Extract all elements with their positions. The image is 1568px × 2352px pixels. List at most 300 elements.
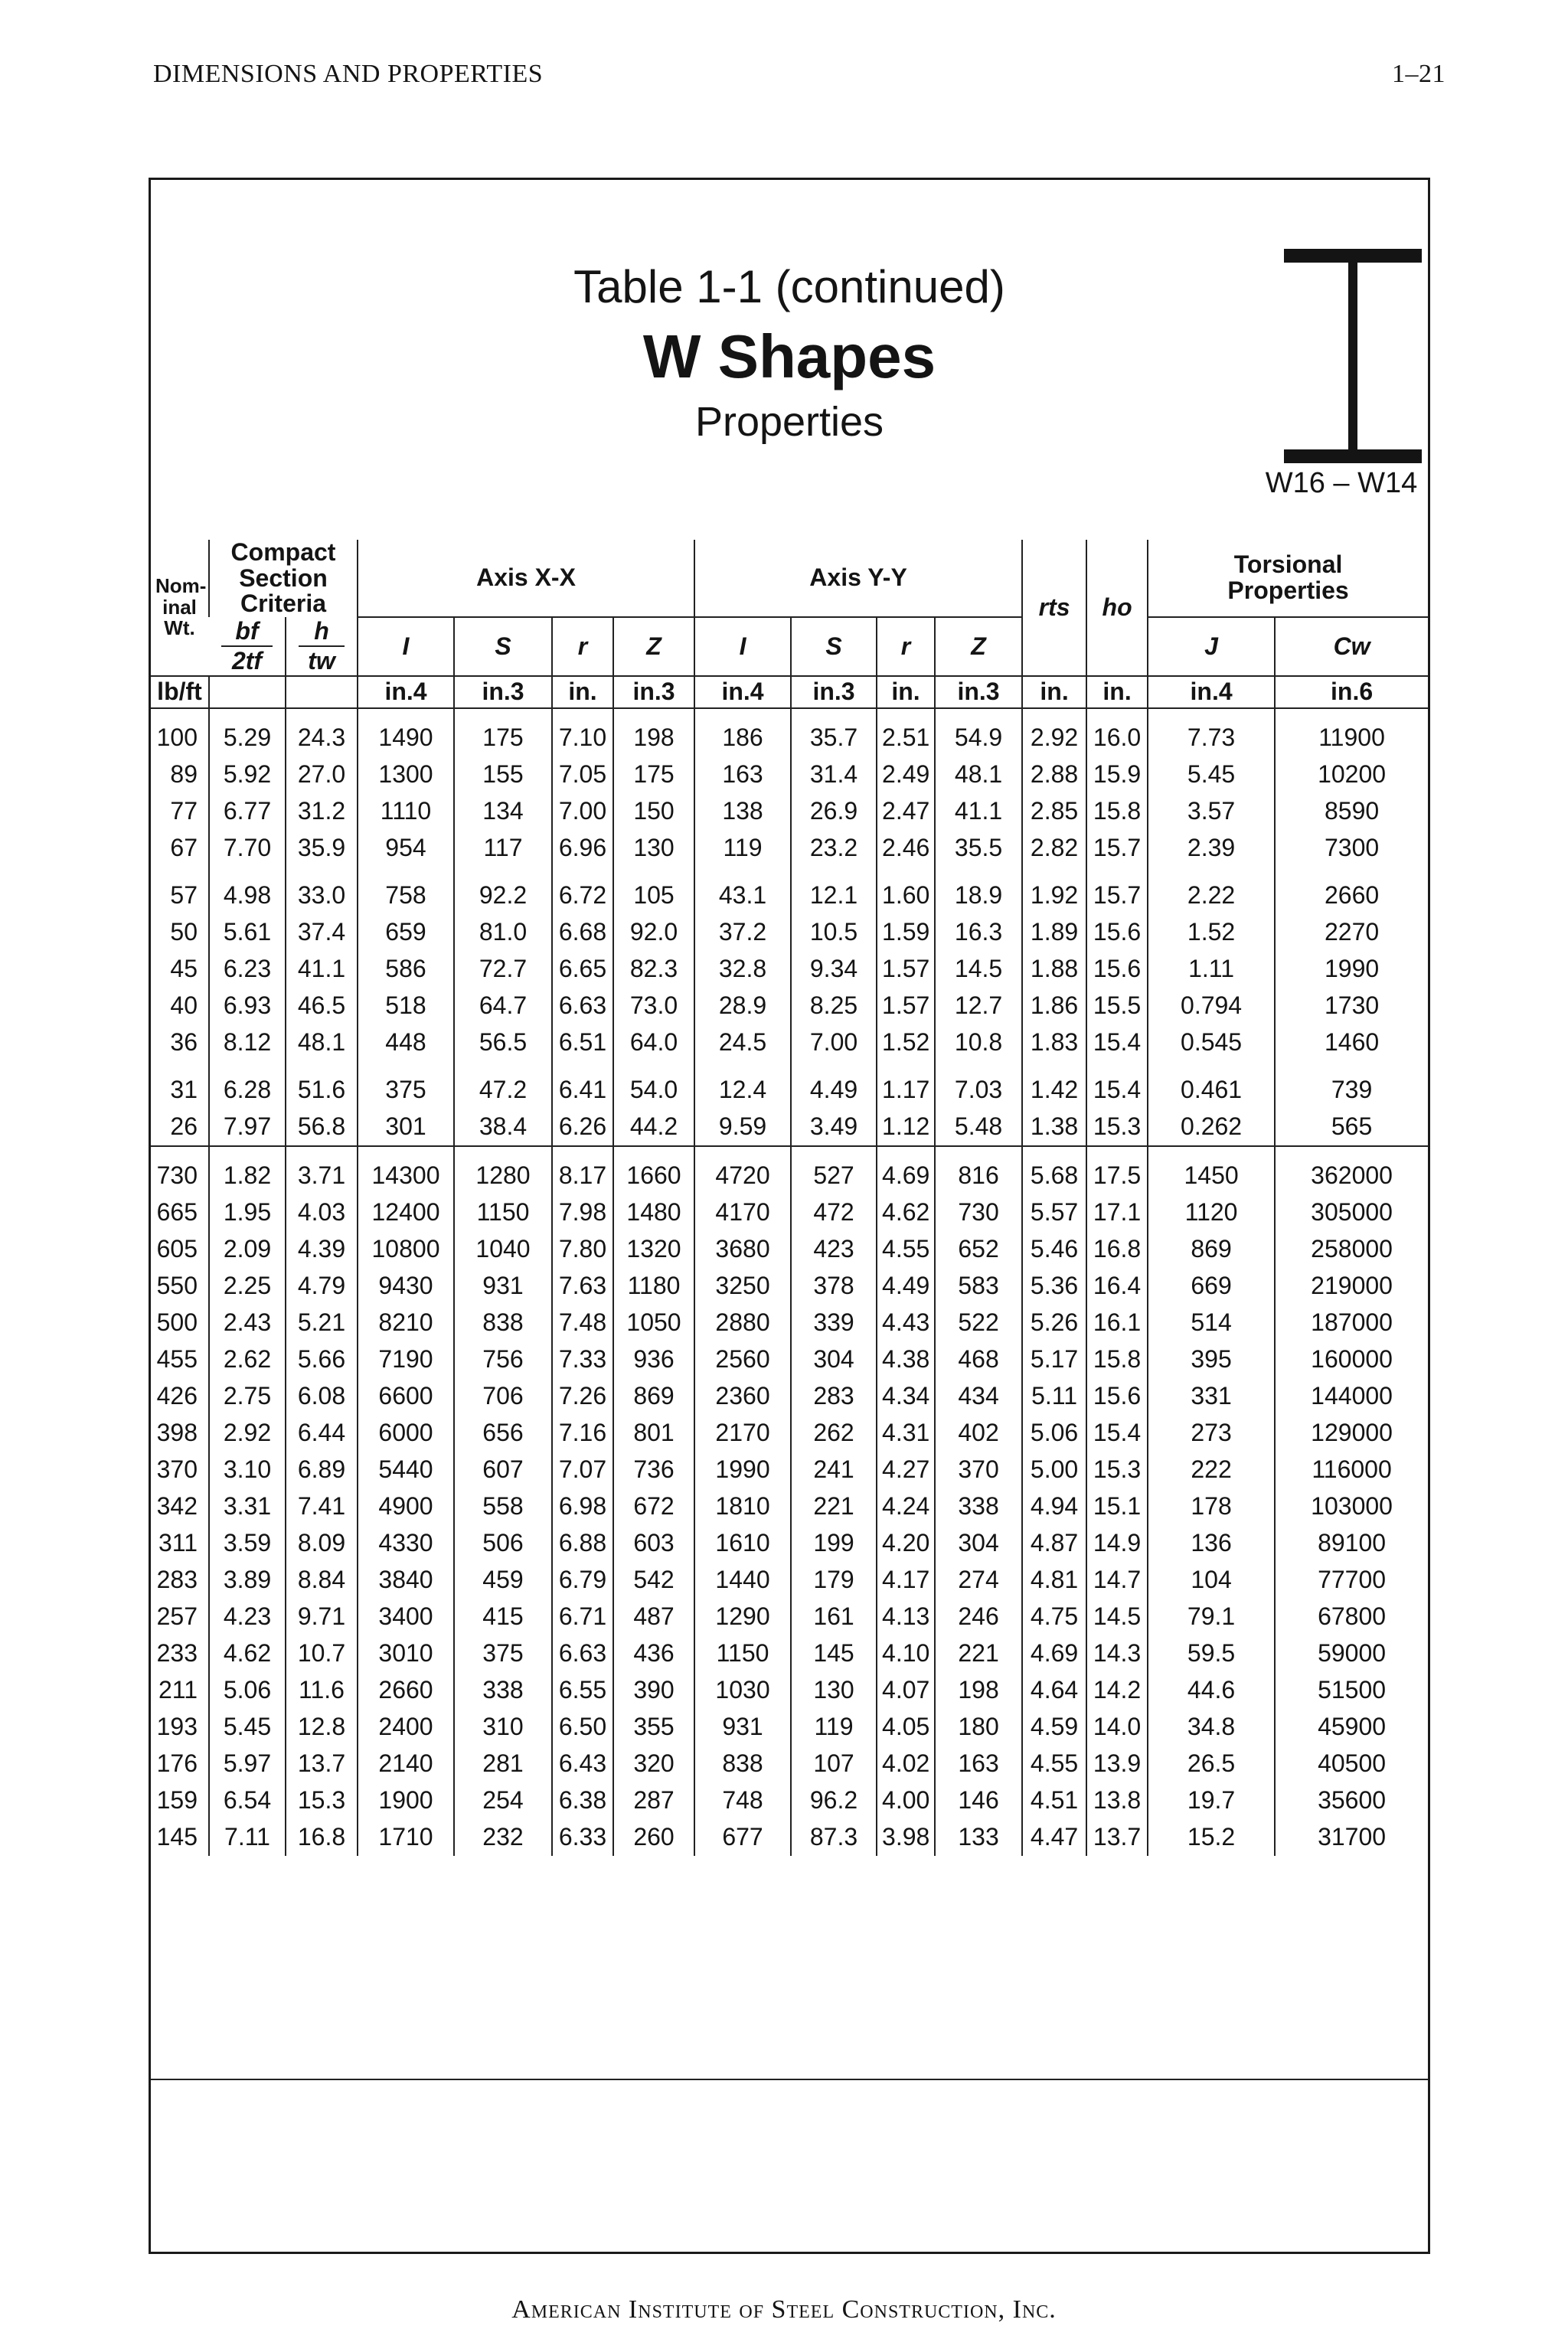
- table-cell: 5.97: [209, 1746, 286, 1782]
- table-cell: 5.36: [1022, 1268, 1086, 1305]
- table-cell: 6.33: [552, 1819, 613, 1856]
- nominal-weight-cell: 67: [170, 834, 198, 862]
- table-cell: 5.57: [1022, 1194, 1086, 1231]
- table-cell: 7.33: [552, 1341, 613, 1378]
- unit-cell: [209, 676, 286, 708]
- table-cell: 44.6: [1148, 1672, 1275, 1709]
- table-cell: 15.8: [1086, 1341, 1148, 1378]
- table-cell: 187000: [1275, 1305, 1428, 1341]
- table-cell: 5.45: [1148, 756, 1275, 793]
- table-cell: 1810: [694, 1488, 791, 1525]
- nominal-weight-cell: 89: [170, 760, 198, 789]
- table-cell: 1610: [694, 1525, 791, 1562]
- table-cell: 7.73: [1148, 708, 1275, 756]
- nominal-weight-cell: 605: [156, 1235, 198, 1263]
- table-cell: 2360: [694, 1378, 791, 1415]
- table-cell: 4.55: [1022, 1746, 1086, 1782]
- table-cell: 14.9: [1086, 1525, 1148, 1562]
- table-cell: 117: [454, 830, 552, 867]
- unit-cell: in.4: [694, 676, 791, 708]
- table-cell: 199: [791, 1525, 877, 1562]
- table-cell: 1.17: [877, 1061, 935, 1109]
- table-cell: 7.97: [209, 1109, 286, 1146]
- table-cell: 4.43: [877, 1305, 935, 1341]
- table-cell: 136: [1148, 1525, 1275, 1562]
- table-cell: 7190: [358, 1341, 454, 1378]
- header-zy: Z: [935, 617, 1022, 676]
- table-cell: 13.7: [286, 1746, 358, 1782]
- table-cell: 1110: [358, 793, 454, 830]
- table-cell: 3.59: [209, 1525, 286, 1562]
- table-cell: 0.461: [1148, 1061, 1275, 1109]
- table-cell: 4.38: [877, 1341, 935, 1378]
- table-cell: 5.48: [935, 1109, 1022, 1146]
- table-cell: 134: [454, 793, 552, 830]
- table-cell: 7.00: [791, 1024, 877, 1061]
- table-cell: 9.71: [286, 1599, 358, 1635]
- table-cell: 1.89: [1022, 914, 1086, 951]
- table-cell: 51.6: [286, 1061, 358, 1109]
- shape-range-label: W16 – W14: [1265, 467, 1418, 499]
- table-cell: 1450: [1148, 1146, 1275, 1194]
- table-cell: 116000: [1275, 1452, 1428, 1488]
- table-cell: 656: [454, 1415, 552, 1452]
- table-cell: 28.9: [694, 988, 791, 1024]
- table-cell: 5.46: [1022, 1231, 1086, 1268]
- table-cell: 4.23: [209, 1599, 286, 1635]
- table-title: W Shapes: [642, 322, 936, 390]
- table-cell: 7.41: [286, 1488, 358, 1525]
- table-cell: 133: [935, 1819, 1022, 1856]
- table-cell: 1.57: [877, 988, 935, 1024]
- table-cell: 4720: [694, 1146, 791, 1194]
- table-cell: 15.7: [1086, 867, 1148, 914]
- table-cell: 4.49: [877, 1268, 935, 1305]
- table-cell: 1150: [694, 1635, 791, 1672]
- table-row: [151, 756, 1428, 793]
- header-axis-yy: Axis Y-Y: [694, 540, 1022, 617]
- table-cell: 14.5: [935, 951, 1022, 988]
- table-cell: 130: [613, 830, 694, 867]
- table-cell: 4.13: [877, 1599, 935, 1635]
- table-row: [151, 1109, 1428, 1146]
- table-cell: 14300: [358, 1146, 454, 1194]
- table-cell: 2400: [358, 1709, 454, 1746]
- table-cell: 92.0: [613, 914, 694, 951]
- row-group: [151, 1146, 1428, 1856]
- table-cell: 35.9: [286, 830, 358, 867]
- table-cell: 7.48: [552, 1305, 613, 1341]
- table-cell: 1050: [613, 1305, 694, 1341]
- nominal-weight-cell: 145: [156, 1823, 198, 1851]
- table-row: [151, 1061, 1428, 1109]
- table-cell: 2.92: [209, 1415, 286, 1452]
- table-cell: 45900: [1275, 1709, 1428, 1746]
- table-cell: 0.545: [1148, 1024, 1275, 1061]
- table-cell: 1.12: [877, 1109, 935, 1146]
- table-cell: 304: [791, 1341, 877, 1378]
- table-cell: 6.63: [552, 1635, 613, 1672]
- table-cell: 375: [358, 1061, 454, 1109]
- table-cell: 19.7: [1148, 1782, 1275, 1819]
- table-cell: 67800: [1275, 1599, 1428, 1635]
- table-cell: 2.75: [209, 1378, 286, 1415]
- table-cell: 736: [613, 1452, 694, 1488]
- table-cell: 730: [935, 1194, 1022, 1231]
- table-cell: 175: [613, 756, 694, 793]
- table-cell: 31.2: [286, 793, 358, 830]
- table-cell: 6.71: [552, 1599, 613, 1635]
- table-cell: 5.29: [209, 708, 286, 756]
- unit-cell: in.6: [1275, 676, 1428, 708]
- table-cell: 2560: [694, 1341, 791, 1378]
- table-cell: 527: [791, 1146, 877, 1194]
- table-cell: 15.4: [1086, 1024, 1148, 1061]
- table-cell: 13.8: [1086, 1782, 1148, 1819]
- table-cell: 1040: [454, 1231, 552, 1268]
- header-h-ratio: h tw: [286, 617, 358, 676]
- table-cell: 48.1: [286, 1024, 358, 1061]
- table-cell: 542: [613, 1562, 694, 1599]
- table-cell: 59000: [1275, 1635, 1428, 1672]
- table-cell: 6.23: [209, 951, 286, 988]
- table-cell: 801: [613, 1415, 694, 1452]
- table-cell: 4.79: [286, 1268, 358, 1305]
- table-row: [151, 914, 1428, 951]
- table-cell: 107: [791, 1746, 877, 1782]
- nominal-weight-cell: 211: [158, 1676, 198, 1704]
- table-cell: 6.68: [552, 914, 613, 951]
- nominal-weight-cell: 283: [156, 1566, 198, 1594]
- table-cell: 1900: [358, 1782, 454, 1819]
- table-cell: 301: [358, 1109, 454, 1146]
- table-cell: 5440: [358, 1452, 454, 1488]
- table-cell: 1.11: [1148, 951, 1275, 988]
- table-cell: 12400: [358, 1194, 454, 1231]
- table-cell: 16.0: [1086, 708, 1148, 756]
- table-cell: 3.57: [1148, 793, 1275, 830]
- unit-cell: in.: [1022, 676, 1086, 708]
- table-cell: 9.34: [791, 951, 877, 988]
- table-cell: 5.45: [209, 1709, 286, 1746]
- table-cell: 3.71: [286, 1146, 358, 1194]
- table-cell: 2.49: [877, 756, 935, 793]
- table-cell: 198: [935, 1672, 1022, 1709]
- table-cell: 144000: [1275, 1378, 1428, 1415]
- nominal-weight-cell: 426: [156, 1382, 198, 1410]
- table-cell: 41.1: [286, 951, 358, 988]
- table-cell: 1.86: [1022, 988, 1086, 1024]
- table-cell: 6.44: [286, 1415, 358, 1452]
- table-cell: 415: [454, 1599, 552, 1635]
- table-cell: 37.4: [286, 914, 358, 951]
- table-cell: 1030: [694, 1672, 791, 1709]
- properties-table: [151, 540, 1428, 1856]
- nominal-weight-cell: 159: [156, 1786, 198, 1815]
- title-block: [151, 180, 1428, 540]
- table-cell: 7.98: [552, 1194, 613, 1231]
- nominal-weight-cell: 193: [156, 1713, 198, 1741]
- table-cell: 14.7: [1086, 1562, 1148, 1599]
- table-cell: 262: [791, 1415, 877, 1452]
- table-cell: 15.4: [1086, 1061, 1148, 1109]
- nominal-weight-cell: 311: [158, 1529, 198, 1557]
- table-cell: 5.06: [1022, 1415, 1086, 1452]
- table-cell: 331: [1148, 1378, 1275, 1415]
- table-cell: 931: [454, 1268, 552, 1305]
- table-cell: 1.60: [877, 867, 935, 914]
- table-cell: 6600: [358, 1378, 454, 1415]
- table-cell: 4.81: [1022, 1562, 1086, 1599]
- table-cell: 603: [613, 1525, 694, 1562]
- table-row: [151, 1415, 1428, 1452]
- publisher-footer: American Institute of Steel Construction, Inc.: [511, 2295, 1057, 2324]
- nominal-weight-cell: 176: [156, 1749, 198, 1778]
- header-rx: r: [552, 617, 613, 676]
- table-cell: 178: [1148, 1488, 1275, 1525]
- table-cell: 72.7: [454, 951, 552, 988]
- table-cell: 56.5: [454, 1024, 552, 1061]
- table-cell: 7.80: [552, 1231, 613, 1268]
- table-cell: 6.63: [552, 988, 613, 1024]
- table-cell: 1280: [454, 1146, 552, 1194]
- table-cell: 31.4: [791, 756, 877, 793]
- row-group: [151, 867, 1428, 1061]
- table-cell: 506: [454, 1525, 552, 1562]
- table-cell: 652: [935, 1231, 1022, 1268]
- table-cell: 6.08: [286, 1378, 358, 1415]
- table-cell: 241: [791, 1452, 877, 1488]
- table-cell: 222: [1148, 1452, 1275, 1488]
- nominal-weight-cell: 26: [170, 1112, 198, 1141]
- table-cell: 5.11: [1022, 1378, 1086, 1415]
- table-row: [151, 1525, 1428, 1562]
- table-cell: 607: [454, 1452, 552, 1488]
- table-cell: 281: [454, 1746, 552, 1782]
- table-cell: 14.2: [1086, 1672, 1148, 1709]
- table-cell: 2.25: [209, 1268, 286, 1305]
- table-cell: 936: [613, 1341, 694, 1378]
- table-row: [151, 951, 1428, 988]
- table-cell: 739: [1275, 1061, 1428, 1109]
- table-cell: 1.83: [1022, 1024, 1086, 1061]
- table-cell: 4.03: [286, 1194, 358, 1231]
- table-cell: 1.38: [1022, 1109, 1086, 1146]
- table-cell: 8.25: [791, 988, 877, 1024]
- table-cell: 2.22: [1148, 867, 1275, 914]
- table-row: [151, 708, 1428, 756]
- table-cell: 3.89: [209, 1562, 286, 1599]
- table-cell: 518: [358, 988, 454, 1024]
- table-cell: 8.09: [286, 1525, 358, 1562]
- row-group: [151, 1061, 1428, 1146]
- table-cell: 31700: [1275, 1819, 1428, 1856]
- table-cell: 12.7: [935, 988, 1022, 1024]
- table-cell: 6.26: [552, 1109, 613, 1146]
- table-cell: 24.3: [286, 708, 358, 756]
- table-cell: 338: [454, 1672, 552, 1709]
- table-cell: 838: [694, 1746, 791, 1782]
- table-cell: 16.1: [1086, 1305, 1148, 1341]
- table-cell: 198: [613, 708, 694, 756]
- nominal-weight-cell: 398: [156, 1419, 198, 1447]
- table-cell: 13.7: [1086, 1819, 1148, 1856]
- table-cell: 395: [1148, 1341, 1275, 1378]
- table-row: [151, 1305, 1428, 1341]
- table-cell: 17.5: [1086, 1146, 1148, 1194]
- table-cell: 3680: [694, 1231, 791, 1268]
- table-cell: 5.66: [286, 1341, 358, 1378]
- table-cell: 6.88: [552, 1525, 613, 1562]
- table-cell: 375: [454, 1635, 552, 1672]
- nominal-weight-cell: 257: [156, 1602, 198, 1631]
- table-cell: 7.26: [552, 1378, 613, 1415]
- table-cell: 1480: [613, 1194, 694, 1231]
- table-cell: 4.34: [877, 1378, 935, 1415]
- table-row: [151, 1819, 1428, 1856]
- unit-cell: in.3: [613, 676, 694, 708]
- table-cell: 1.42: [1022, 1061, 1086, 1109]
- table-cell: 10.7: [286, 1635, 358, 1672]
- table-cell: 16.4: [1086, 1268, 1148, 1305]
- table-cell: 258000: [1275, 1231, 1428, 1268]
- table-cell: 119: [791, 1709, 877, 1746]
- table-cell: 37.2: [694, 914, 791, 951]
- table-cell: 56.8: [286, 1109, 358, 1146]
- table-cell: 6.79: [552, 1562, 613, 1599]
- nominal-weight-cell: 45: [170, 955, 198, 983]
- header-bf-ratio: bf 2tf: [209, 617, 286, 676]
- table-cell: 89100: [1275, 1525, 1428, 1562]
- table-cell: 320: [613, 1746, 694, 1782]
- table-cell: 4330: [358, 1525, 454, 1562]
- table-cell: 402: [935, 1415, 1022, 1452]
- table-cell: 0.794: [1148, 988, 1275, 1024]
- unit-cell: in.3: [935, 676, 1022, 708]
- table-cell: 104: [1148, 1562, 1275, 1599]
- table-cell: 4.17: [877, 1562, 935, 1599]
- table-cell: 103000: [1275, 1488, 1428, 1525]
- table-cell: 1730: [1275, 988, 1428, 1024]
- table-cell: 15.6: [1086, 914, 1148, 951]
- unit-cell: [286, 676, 358, 708]
- nominal-weight-cell: 500: [156, 1308, 198, 1337]
- unit-cell: in.: [552, 676, 613, 708]
- table-cell: 5.21: [286, 1305, 358, 1341]
- table-cell: 51500: [1275, 1672, 1428, 1709]
- table-cell: 487: [613, 1599, 694, 1635]
- table-cell: 7.70: [209, 830, 286, 867]
- table-cell: 59.5: [1148, 1635, 1275, 1672]
- table-cell: 2.62: [209, 1341, 286, 1378]
- table-cell: 186: [694, 708, 791, 756]
- table-cell: 5.92: [209, 756, 286, 793]
- table-cell: 79.1: [1148, 1599, 1275, 1635]
- table-cell: 4.10: [877, 1635, 935, 1672]
- table-row: [151, 1024, 1428, 1061]
- table-cell: 8210: [358, 1305, 454, 1341]
- table-cell: 2140: [358, 1746, 454, 1782]
- table-cell: 3250: [694, 1268, 791, 1305]
- table-row: [151, 1452, 1428, 1488]
- table-cell: 35.7: [791, 708, 877, 756]
- table-row: [151, 1635, 1428, 1672]
- header-rts: rts: [1022, 540, 1086, 676]
- table-cell: 423: [791, 1231, 877, 1268]
- table-cell: 163: [935, 1746, 1022, 1782]
- table-cell: 816: [935, 1146, 1022, 1194]
- table-cell: 305000: [1275, 1194, 1428, 1231]
- table-cell: 163: [694, 756, 791, 793]
- table-cell: 7.11: [209, 1819, 286, 1856]
- table-cell: 150: [613, 793, 694, 830]
- header-iy: I: [694, 617, 791, 676]
- table-cell: 3010: [358, 1635, 454, 1672]
- table-cell: 161: [791, 1599, 877, 1635]
- table-row: [151, 1672, 1428, 1709]
- table-cell: 232: [454, 1819, 552, 1856]
- table-cell: 1.82: [209, 1146, 286, 1194]
- table-cell: 54.0: [613, 1061, 694, 1109]
- table-cell: 8.17: [552, 1146, 613, 1194]
- table-cell: 436: [613, 1635, 694, 1672]
- table-cell: 32.8: [694, 951, 791, 988]
- table-cell: 11900: [1275, 708, 1428, 756]
- table-cell: 2.43: [209, 1305, 286, 1341]
- table-cell: 869: [1148, 1231, 1275, 1268]
- table-cell: 1320: [613, 1231, 694, 1268]
- table-cell: 4.02: [877, 1746, 935, 1782]
- table-cell: 2.88: [1022, 756, 1086, 793]
- table-cell: 16.8: [1086, 1231, 1148, 1268]
- table-row: [151, 1194, 1428, 1231]
- table-cell: 1290: [694, 1599, 791, 1635]
- table-cell: 14.3: [1086, 1635, 1148, 1672]
- table-cell: 659: [358, 914, 454, 951]
- table-cell: 468: [935, 1341, 1022, 1378]
- table-cell: 448: [358, 1024, 454, 1061]
- table-cell: 2.47: [877, 793, 935, 830]
- table-cell: 2.46: [877, 830, 935, 867]
- table-cell: 35600: [1275, 1782, 1428, 1819]
- table-cell: 10800: [358, 1231, 454, 1268]
- row-group: [151, 708, 1428, 867]
- table-cell: 6.89: [286, 1452, 358, 1488]
- table-cell: 92.2: [454, 867, 552, 914]
- table-cell: 748: [694, 1782, 791, 1819]
- table-cell: 3400: [358, 1599, 454, 1635]
- table-cell: 27.0: [286, 756, 358, 793]
- table-cell: 219000: [1275, 1268, 1428, 1305]
- table-cell: 514: [1148, 1305, 1275, 1341]
- table-cell: 869: [613, 1378, 694, 1415]
- table-cell: 669: [1148, 1268, 1275, 1305]
- table-cell: 23.2: [791, 830, 877, 867]
- table-cell: 4.05: [877, 1709, 935, 1746]
- table-cell: 221: [791, 1488, 877, 1525]
- table-cell: 155: [454, 756, 552, 793]
- table-cell: 558: [454, 1488, 552, 1525]
- header-sx: S: [454, 617, 552, 676]
- nominal-weight-cell: 455: [156, 1345, 198, 1374]
- table-cell: 954: [358, 830, 454, 867]
- header-torsional: Torsional Properties: [1148, 540, 1428, 617]
- table-cell: 146: [935, 1782, 1022, 1819]
- table-row: [151, 1709, 1428, 1746]
- table-cell: 2660: [1275, 867, 1428, 914]
- table-cell: 2660: [358, 1672, 454, 1709]
- table-subtitle: Properties: [694, 399, 884, 445]
